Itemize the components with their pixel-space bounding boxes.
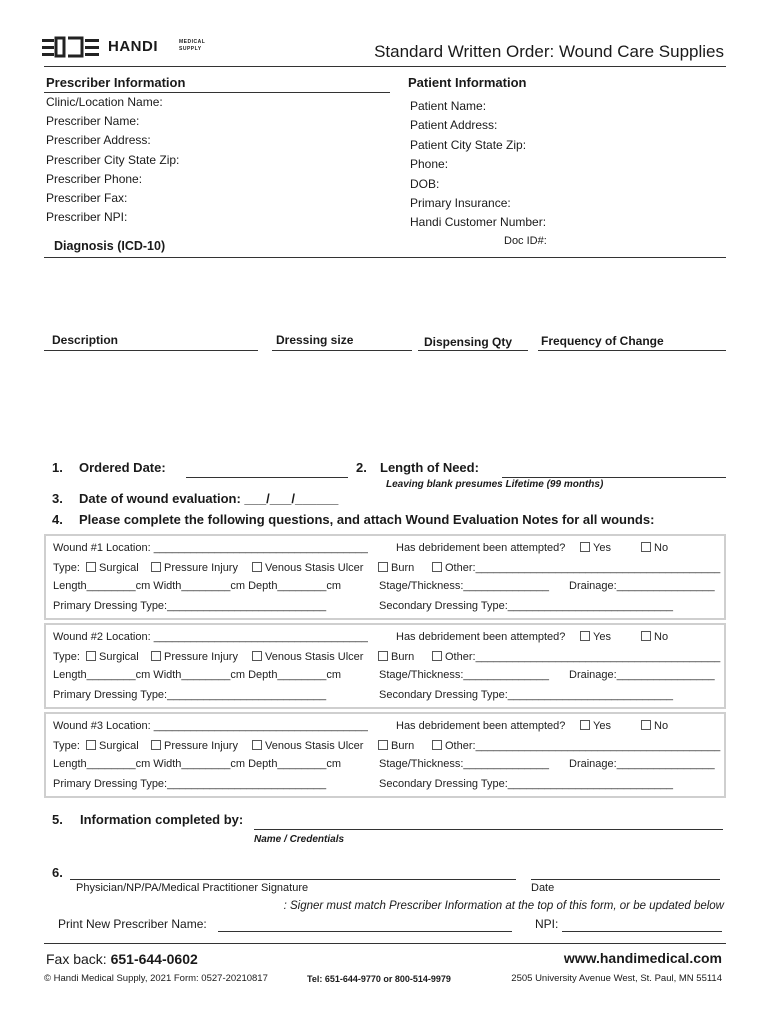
fax-label: Fax back:: [46, 951, 107, 967]
checkbox-icon: [151, 562, 161, 572]
q1-num: 1.: [52, 460, 63, 475]
surgical-label: Surgical: [99, 740, 139, 752]
completed-by-field[interactable]: [254, 829, 723, 830]
pressure-label: Pressure Injury: [164, 740, 238, 752]
q3-label[interactable]: Date of wound evaluation: ___/___/______: [79, 491, 339, 506]
q6-num: 6.: [52, 865, 63, 880]
debridement-question: [396, 542, 565, 554]
checkbox-icon: [252, 562, 262, 572]
col-description-rule: [44, 350, 258, 351]
primary-dressing-field[interactable]: Primary Dressing Type:__________________________: [53, 689, 327, 701]
col-dispensing-rule: [418, 350, 528, 351]
checkbox-icon: [580, 542, 590, 552]
checkbox-icon: [432, 740, 442, 750]
yes-checkbox[interactable]: [580, 542, 611, 554]
secondary-dressing-field[interactable]: Secondary Dressing Type:___________________________: [379, 600, 673, 612]
stage-field[interactable]: Stage/Thickness:______________: [379, 669, 550, 681]
type-label: Type:: [53, 562, 80, 574]
diagnosis-heading: Diagnosis (ICD-10): [54, 239, 166, 253]
burn-checkbox[interactable]: [378, 740, 414, 752]
npi-label: NPI:: [535, 917, 559, 931]
burn-checkbox[interactable]: [378, 651, 414, 663]
address: 2505 University Avenue West, St. Paul, MN 55114: [511, 973, 722, 984]
venous-checkbox[interactable]: [252, 562, 363, 574]
patient-heading: Patient Information: [408, 75, 527, 90]
no-label: No: [654, 631, 669, 643]
q3-num: 3.: [52, 491, 63, 506]
wound-location[interactable]: Wound #1 Location: ___________________________________: [53, 542, 368, 554]
wound-location[interactable]: Wound #3 Location: ___________________________________: [53, 720, 368, 732]
diagnosis-rule: [44, 257, 726, 258]
patient-field[interactable]: Patient Address:: [410, 118, 498, 132]
col-dispensing-qty: Dispensing Qty: [424, 335, 513, 349]
print-name-label: Print New Prescriber Name:: [58, 917, 207, 931]
q4-num: 4.: [52, 512, 63, 527]
patient-field[interactable]: DOB:: [410, 177, 440, 191]
col-dressing-rule: [272, 350, 412, 351]
debridement-label: Has debridement been attempted?: [396, 542, 566, 554]
other-checkbox[interactable]: [432, 740, 720, 752]
venous-checkbox[interactable]: [252, 651, 363, 663]
checkbox-icon: [378, 651, 388, 661]
checkbox-icon: [86, 651, 96, 661]
page-title: Standard Written Order: Wound Care Supplies: [374, 42, 724, 61]
checkbox-icon: [252, 740, 262, 750]
col-frequency: Frequency of Change: [541, 334, 664, 348]
drainage-field[interactable]: Drainage:________________: [569, 758, 715, 770]
q2-label: Length of Need:: [380, 460, 479, 475]
checkbox-icon: [432, 562, 442, 572]
prescriber-field[interactable]: Prescriber Fax:: [46, 191, 128, 205]
checkbox-icon: [641, 631, 651, 641]
patient-field[interactable]: Patient Name:: [410, 99, 487, 113]
burn-checkbox[interactable]: [378, 562, 414, 574]
dimensions-fields[interactable]: Length________cm Width________cm Depth________cm: [53, 669, 342, 681]
surgical-label: Surgical: [99, 562, 139, 574]
q2-num: 2.: [356, 460, 367, 475]
checkbox-icon: [432, 651, 442, 661]
checkbox-icon: [86, 562, 96, 572]
prescriber-field[interactable]: Clinic/Location Name:: [46, 95, 163, 109]
checkbox-icon: [151, 740, 161, 750]
pressure-label: Pressure Injury: [164, 651, 238, 663]
debridement-question: [396, 720, 565, 732]
npi-field[interactable]: [562, 931, 722, 932]
yes-label: Yes: [593, 542, 611, 554]
secondary-dressing-field[interactable]: Secondary Dressing Type:___________________________: [379, 689, 673, 701]
burn-label: Burn: [391, 562, 415, 574]
burn-label: Burn: [391, 651, 415, 663]
date-field[interactable]: [531, 879, 720, 880]
other-checkbox[interactable]: [432, 562, 720, 574]
prescriber-heading-rule: [44, 92, 390, 93]
yes-checkbox[interactable]: [580, 720, 611, 732]
pressure-checkbox[interactable]: [151, 562, 238, 574]
col-frequency-rule: [538, 350, 726, 351]
patient-field[interactable]: Primary Insurance:: [410, 196, 511, 210]
debridement-label: Has debridement been attempted?: [396, 720, 566, 732]
logo-text: HANDI: [108, 38, 158, 55]
checkbox-icon: [252, 651, 262, 661]
pressure-checkbox[interactable]: [151, 740, 238, 752]
other-label: Other:________________________________________: [445, 562, 721, 574]
debridement-question: [396, 631, 565, 643]
venous-label: Venous Stasis Ulcer: [265, 740, 364, 752]
no-checkbox[interactable]: [641, 720, 668, 732]
header-rule: [44, 66, 726, 67]
telephone: Tel: 651-644-9770 or 800-514-9979: [307, 974, 451, 984]
checkbox-icon: [151, 651, 161, 661]
no-label: No: [654, 542, 669, 554]
burn-label: Burn: [391, 740, 415, 752]
secondary-dressing-field[interactable]: Secondary Dressing Type:___________________________: [379, 778, 673, 790]
signature-field[interactable]: [70, 879, 516, 880]
date-label: Date: [531, 882, 555, 894]
col-dressing-size: Dressing size: [276, 333, 354, 347]
prescriber-field[interactable]: Prescriber Phone:: [46, 172, 143, 186]
logo-sub1: MEDICAL: [179, 39, 206, 45]
checkbox-icon: [580, 631, 590, 641]
dimensions-fields[interactable]: Length________cm Width________cm Depth________cm: [53, 580, 342, 592]
prescriber-field[interactable]: Prescriber Address:: [46, 133, 151, 147]
venous-label: Venous Stasis Ulcer: [265, 562, 364, 574]
yes-label: Yes: [593, 720, 611, 732]
no-checkbox[interactable]: [641, 542, 668, 554]
logo-mark-icon: [42, 36, 100, 58]
drainage-field[interactable]: Drainage:________________: [569, 669, 715, 681]
surgical-checkbox[interactable]: [86, 562, 139, 574]
wound-location[interactable]: Wound #2 Location: ___________________________________: [53, 631, 368, 643]
length-of-need-field[interactable]: [502, 477, 726, 478]
q5-label: Information completed by:: [80, 812, 244, 827]
checkbox-icon: [580, 720, 590, 730]
copyright: © Handi Medical Supply, 2021 Form: 0527-20210817: [44, 973, 268, 984]
pressure-checkbox[interactable]: [151, 651, 238, 663]
prescriber-field[interactable]: Prescriber City State Zip:: [46, 153, 180, 167]
doc-id-label: Doc ID#:: [504, 235, 547, 247]
yes-checkbox[interactable]: [580, 631, 611, 643]
stage-field[interactable]: Stage/Thickness:______________: [379, 758, 550, 770]
surgical-checkbox[interactable]: [86, 740, 139, 752]
type-label: Type:: [53, 651, 80, 663]
footer-rule: [44, 943, 726, 944]
patient-field[interactable]: Handi Customer Number:: [410, 215, 547, 229]
other-checkbox[interactable]: [432, 651, 720, 663]
q1-label: Ordered Date:: [79, 460, 166, 475]
other-label: Other:________________________________________: [445, 740, 721, 752]
yes-label: Yes: [593, 631, 611, 643]
prescriber-field[interactable]: Prescriber Name:: [46, 114, 140, 128]
signature-label: Physician/NP/PA/Medical Practitioner Signature: [76, 882, 309, 894]
dimensions-fields[interactable]: Length________cm Width________cm Depth________cm: [53, 758, 342, 770]
checkbox-icon: [86, 740, 96, 750]
venous-label: Venous Stasis Ulcer: [265, 651, 364, 663]
checkbox-icon: [378, 740, 388, 750]
patient-field[interactable]: Phone:: [410, 157, 449, 171]
no-label: No: [654, 720, 669, 732]
debridement-label: Has debridement been attempted?: [396, 631, 566, 643]
logo: [42, 36, 222, 58]
primary-dressing-field[interactable]: Primary Dressing Type:__________________________: [53, 778, 327, 790]
ordered-date-field[interactable]: [186, 477, 348, 478]
surgical-checkbox[interactable]: [86, 651, 139, 663]
q5-num: 5.: [52, 812, 63, 827]
prescriber-heading: Prescriber Information: [46, 75, 186, 90]
pressure-label: Pressure Injury: [164, 562, 238, 574]
stage-field[interactable]: Stage/Thickness:______________: [379, 580, 550, 592]
print-name-field[interactable]: [218, 931, 512, 932]
checkbox-icon: [641, 542, 651, 552]
no-checkbox[interactable]: [641, 631, 668, 643]
checkbox-icon: [378, 562, 388, 572]
website[interactable]: www.handimedical.com: [563, 950, 722, 966]
q5-sub: Name / Credentials: [254, 834, 345, 845]
q4-label: Please complete the following questions, and attach Wound Evaluation Notes for all wounds:: [79, 512, 655, 527]
signer-note: : Signer must match Prescriber Information at the top of this form, or be updated below: [283, 900, 724, 912]
checkbox-icon: [641, 720, 651, 730]
drainage-field[interactable]: Drainage:________________: [569, 580, 715, 592]
fax-back: [46, 951, 198, 967]
logo-sub2: SUPPLY: [179, 46, 202, 52]
patient-field[interactable]: Patient City State Zip:: [410, 138, 527, 152]
col-description: Description: [52, 333, 119, 347]
venous-checkbox[interactable]: [252, 740, 363, 752]
surgical-label: Surgical: [99, 651, 139, 663]
type-label: Type:: [53, 740, 80, 752]
prescriber-field[interactable]: Prescriber NPI:: [46, 210, 128, 224]
primary-dressing-field[interactable]: Primary Dressing Type:__________________________: [53, 600, 327, 612]
fax-number: 651-644-0602: [110, 951, 198, 967]
other-label: Other:________________________________________: [445, 651, 721, 663]
q2-note: Leaving blank presumes Lifetime (99 months): [386, 479, 604, 490]
